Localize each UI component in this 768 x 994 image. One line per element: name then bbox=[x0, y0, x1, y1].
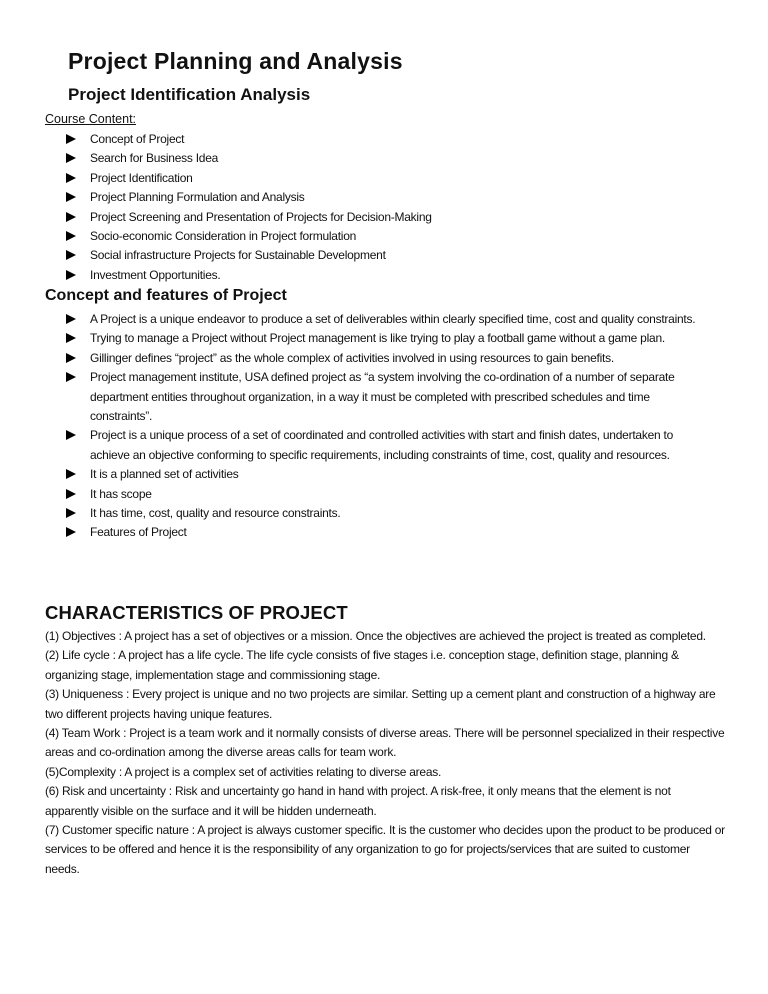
course-item bbox=[0, 149, 740, 168]
course-item-text: Concept of Project bbox=[90, 132, 185, 146]
bullet-arrow-icon bbox=[66, 134, 76, 144]
bullet-arrow-icon bbox=[66, 527, 76, 537]
concept-item-text: Project is a unique process of a set of coordinated and controlled activities with start and finish dates, undertaken to achieve an objective conforming to specific requirements, including constraints of time, cost, quality and resources. bbox=[90, 428, 674, 462]
characteristic-paragraph: (2) Life cycle : A project has a life cycle. The life cycle consists of five stages i.e. conception stage, definition stage, planning & organizing stage, implementation stage and commissioning stage. bbox=[45, 648, 679, 682]
concept-item-text: It has scope bbox=[90, 486, 152, 501]
course-item-text: Socio-economic Consideration in Project formulation bbox=[90, 229, 357, 244]
concept-item-text: It is a planned set of activities bbox=[90, 467, 239, 482]
concept-item bbox=[0, 465, 722, 484]
course-item bbox=[0, 188, 740, 207]
bullet-arrow-icon bbox=[66, 469, 76, 479]
characteristic-paragraph: (1) Objectives : A project has a set of objectives or a mission. Once the objectives are achieved the project is treated as completed. bbox=[45, 629, 706, 643]
bullet-arrow-icon bbox=[66, 192, 76, 202]
characteristics-list bbox=[45, 627, 727, 879]
course-item-text: Investment Opportunities. bbox=[90, 267, 221, 282]
bullet-arrow-icon bbox=[66, 508, 76, 518]
bullet-arrow-icon bbox=[66, 372, 76, 382]
bullet-arrow-icon bbox=[66, 333, 76, 343]
bullet-arrow-icon bbox=[66, 314, 76, 324]
course-item bbox=[0, 227, 740, 246]
course-content-label: Course Content: bbox=[45, 112, 137, 126]
course-content-list bbox=[0, 130, 740, 285]
concept-heading: Concept and features of Project bbox=[45, 287, 287, 304]
bullet-arrow-icon bbox=[66, 153, 76, 163]
concept-item bbox=[0, 329, 722, 348]
concept-list bbox=[0, 310, 722, 543]
concept-item bbox=[0, 349, 722, 368]
characteristic-paragraph: (4) Team Work : Project is a team work and it normally consists of diverse areas. There will be personnel specialized in their respective areas and co-ordination among the diverse areas calls for team work. bbox=[45, 726, 725, 760]
bullet-arrow-icon bbox=[66, 250, 76, 260]
bullet-arrow-icon bbox=[66, 270, 76, 280]
concept-item-text: Gillinger defines “project” as the whole complex of activities involved in using resources to gain benefits. bbox=[90, 350, 614, 365]
course-item bbox=[0, 246, 740, 265]
course-item-text: Project Identification bbox=[90, 170, 193, 185]
characteristic-paragraph: (5)Complexity : A project is a complex set of activities relating to diverse areas. bbox=[45, 764, 442, 779]
concept-item bbox=[0, 368, 722, 426]
characteristic-paragraph: (3) Uniqueness : Every project is unique and no two projects are similar. Setting up a cement plant and construction of a highway are two different projects having unique features. bbox=[45, 687, 716, 721]
course-item-text: Search for Business Idea bbox=[90, 151, 219, 166]
concept-item bbox=[0, 523, 722, 542]
course-item bbox=[0, 130, 740, 149]
bullet-arrow-icon bbox=[66, 353, 76, 363]
concept-item bbox=[0, 485, 722, 504]
concept-item-text: A Project is a unique endeavor to produce a set of deliverables within clearly specified time, cost and quality constraints. bbox=[90, 312, 696, 326]
bullet-arrow-icon bbox=[66, 489, 76, 499]
bullet-arrow-icon bbox=[66, 231, 76, 241]
concept-item-text: Trying to manage a Project without Project management is like trying to play a football game without a game plan. bbox=[90, 331, 665, 346]
concept-item bbox=[0, 310, 722, 329]
course-item bbox=[0, 208, 740, 227]
characteristics-heading: CHARACTERISTICS OF PROJECT bbox=[45, 602, 348, 623]
course-item-text: Project Screening and Presentation of Projects for Decision-Making bbox=[90, 209, 432, 224]
bullet-arrow-icon bbox=[66, 212, 76, 222]
concept-item bbox=[0, 426, 722, 465]
course-item-text: Social infrastructure Projects for Sustainable Development bbox=[90, 248, 386, 263]
concept-item-text: Project management institute, USA defined project as “a system involving the co-ordination of a number of separate department entities throughout organization, in a way it must be completed with prescribed schedules and time constraints”. bbox=[90, 370, 675, 424]
document-subtitle: Project Identification Analysis bbox=[68, 85, 311, 104]
characteristic-paragraph: (6) Risk and uncertainty : Risk and uncertainty go hand in hand with project. A risk-free, it only means that the element is not apparently visible on the surface and it will be hidden underneath. bbox=[45, 784, 671, 818]
course-item-text: Project Planning Formulation and Analysis bbox=[90, 190, 305, 205]
concept-item bbox=[0, 504, 722, 523]
concept-item-text: Features of Project bbox=[90, 525, 187, 540]
characteristic-paragraph: (7) Customer specific nature : A project is always customer specific. It is the customer who decides upon the product to be produced or services to be offered and hence it is the responsibility of any organization to go for projects/services that are suited to customer needs. bbox=[45, 823, 725, 876]
course-item bbox=[0, 169, 740, 188]
course-item bbox=[0, 266, 740, 285]
document-title: Project Planning and Analysis bbox=[68, 48, 403, 74]
bullet-arrow-icon bbox=[66, 430, 76, 440]
bullet-arrow-icon bbox=[66, 173, 76, 183]
concept-item-text: It has time, cost, quality and resource constraints. bbox=[90, 506, 341, 521]
